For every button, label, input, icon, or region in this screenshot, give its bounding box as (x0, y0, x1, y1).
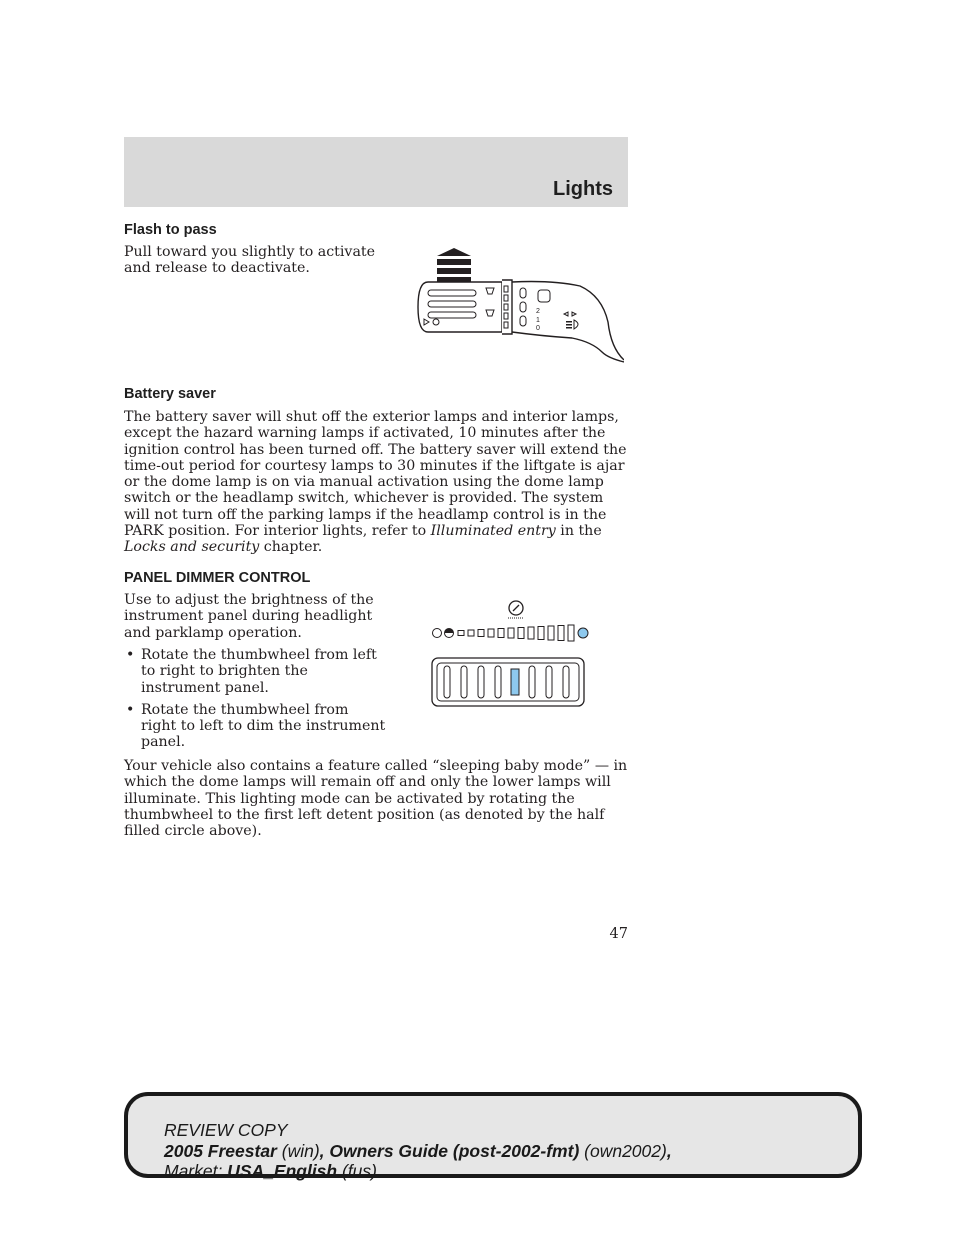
lever-label-1: 1 (536, 317, 540, 324)
panel-dimmer-bullet-list (124, 647, 386, 757)
page-number: 47 (609, 926, 628, 942)
chapter-title: Lights (553, 178, 613, 200)
footer-document-line: 2005 Freestar (win), Owners Guide (post-2002-fmt) (own2002), (164, 1141, 672, 1161)
footer-review-label: REVIEW COPY (164, 1120, 288, 1140)
panel-dimmer-figure (428, 596, 592, 716)
lever-label-2: 2 (536, 308, 540, 315)
footer-market-line: Market: USA_English (fus) (164, 1161, 377, 1181)
lever-label-0: 0 (536, 325, 540, 332)
illuminated-entry-reference: Illuminated entry (430, 523, 556, 540)
battery-saver-heading: Battery saver (124, 386, 216, 402)
chapter-header-band (124, 137, 628, 207)
review-copy-footer (124, 1092, 862, 1181)
sleeping-baby-mode-text: Your vehicle also contains a feature called “sleeping baby mode” — in which the dome lamps will remain off and only the lower lamps will illuminate. This lighting mode can be activated by rotating the thumbwheel to the first left detent position (as denoted by the half filled circle above). (124, 758, 628, 840)
list-item: • Rotate the thumbwheel from left to right to brighten the instrument panel. (124, 647, 386, 696)
flash-to-pass-heading: Flash to pass (124, 222, 217, 238)
flash-to-pass-text: Pull toward you slightly to activate and release to deactivate. (124, 244, 375, 277)
multifunction-lever-icon (412, 244, 624, 366)
panel-dimmer-heading: PANEL DIMMER CONTROL (124, 570, 311, 586)
panel-dimmer-thumbwheel-icon (428, 596, 592, 712)
locks-and-security-reference: Locks and security (124, 539, 260, 556)
list-item: • Rotate the thumbwheel from right to left to dim the instrument panel. (124, 702, 386, 751)
battery-saver-text: The battery saver will shut off the exterior lamps and interior lamps, except the hazard warning lamps if activated, 10 minutes after the ignition control has been turned off. The battery saver will extend the time-out period for courtesy lamps to 30 minutes if the liftgate is ajar or the dome lamp is on via manual activation using the dome lamp switch or the headlamp switch, whichever is provided. The system will not turn off the parking lamps if the headlamp control is in the PARK position. For interior lights, refer to Illuminated entry in the Locks and security chapter. (124, 409, 627, 556)
panel-dimmer-intro: Use to adjust the brightness of the instrument panel during headlight and parklamp operation. (124, 592, 374, 641)
multifunction-lever-figure (412, 244, 624, 370)
